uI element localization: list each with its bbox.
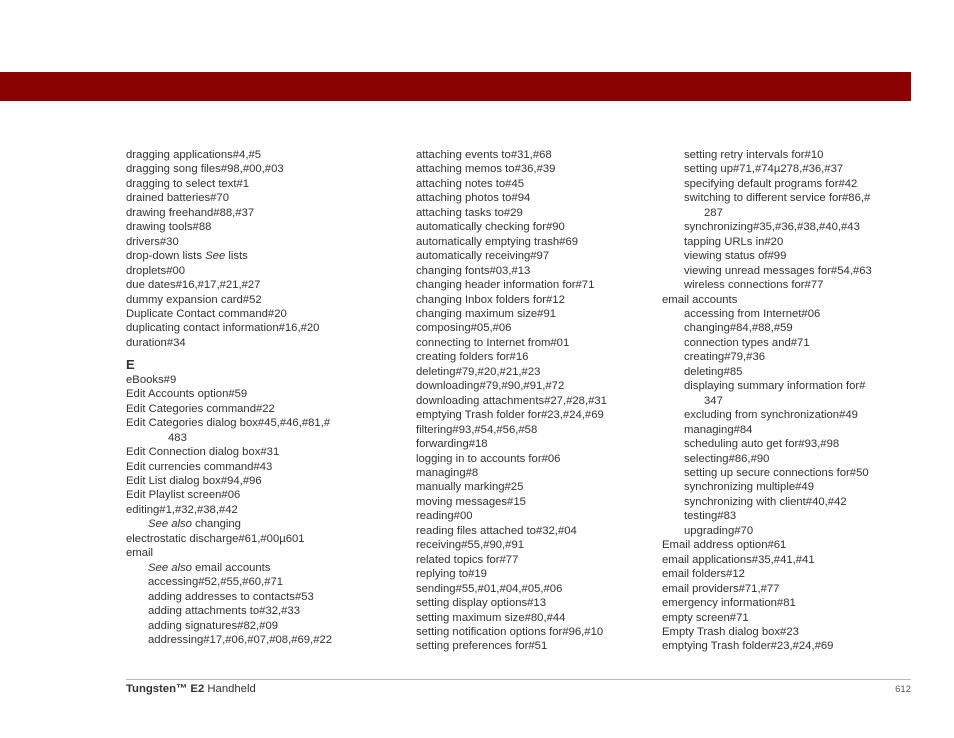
index-entry: dummy expansion card#52 bbox=[126, 293, 262, 306]
index-subentry: setting retry intervals for#10 bbox=[684, 149, 824, 161]
index-subentry: accessing#52,#55,#60,#71 bbox=[148, 576, 284, 589]
index-entry: duplicating contact information#16,#20 bbox=[126, 322, 320, 335]
footer-product: Tungsten™ E2 bbox=[126, 683, 205, 695]
index-entry: attaching memos to#36,#39 bbox=[416, 163, 556, 176]
index-column-2 bbox=[416, 148, 656, 654]
index-entry: automatically checking for#90 bbox=[416, 221, 565, 234]
index-entry-prefix: drop-down lists bbox=[126, 250, 206, 263]
index-entry: duration#34 bbox=[126, 336, 186, 349]
index-subentry: scheduling auto get for#93,#98 bbox=[684, 438, 840, 451]
index-entry: changing header information for#71 bbox=[416, 279, 595, 292]
index-entry: creating folders for#16 bbox=[416, 351, 529, 364]
index-entry: drawing freehand#88,#37 bbox=[126, 206, 255, 219]
index-entry: Edit Connection dialog box#31 bbox=[126, 446, 280, 459]
index-entry: reading#00 bbox=[416, 510, 473, 523]
index-entry: attaching events to#31,#68 bbox=[416, 149, 552, 161]
index-entry: reading files attached to#32,#04 bbox=[416, 524, 577, 537]
index-entry: due dates#16,#17,#21,#27 bbox=[126, 279, 261, 292]
index-entry: filtering#93,#54,#56,#58 bbox=[416, 423, 538, 436]
index-subentry bbox=[126, 561, 396, 575]
index-entry: changing maximum size#91 bbox=[416, 307, 557, 320]
index-subentry: synchronizing with client#40,#42 bbox=[684, 495, 847, 508]
cross-reference-target[interactable]: changing bbox=[191, 518, 241, 531]
footer-product-suffix: Handheld bbox=[204, 683, 256, 695]
index-entry: eBooks#9 bbox=[126, 373, 177, 386]
index-entry: setting notification options for#96,#10 bbox=[416, 625, 604, 638]
index-entry: managing#8 bbox=[416, 466, 479, 479]
index-entry: Empty Trash dialog box#23 bbox=[662, 625, 799, 638]
index-subentry: deleting#85 bbox=[684, 365, 743, 378]
index-entry: sending#55,#01,#04,#05,#06 bbox=[416, 582, 563, 595]
index-column-1 bbox=[126, 148, 396, 647]
index-entry: attaching photos to#94 bbox=[416, 192, 531, 205]
index-entry: email folders#12 bbox=[662, 568, 745, 581]
index-subentry: addressing#17,#06,#07,#08,#69,#22 bbox=[148, 633, 333, 646]
index-entry: forwarding#18 bbox=[416, 438, 488, 451]
index-entry: moving messages#15 bbox=[416, 495, 526, 508]
index-entry: emptying Trash folder for#23,#24,#69 bbox=[416, 409, 604, 422]
cross-reference-target[interactable]: lists bbox=[225, 250, 248, 263]
index-entry: email providers#71,#77 bbox=[662, 582, 780, 595]
index-entry: connecting to Internet from#01 bbox=[416, 336, 570, 349]
cross-reference-label: See bbox=[205, 250, 226, 263]
index-subentry: synchronizing multiple#49 bbox=[684, 481, 814, 494]
index-subentry: adding addresses to contacts#53 bbox=[148, 590, 314, 603]
index-subentry: tapping URLs in#20 bbox=[684, 235, 784, 248]
index-entry: Duplicate Contact command#20 bbox=[126, 307, 287, 320]
index-entry: setting display options#13 bbox=[416, 597, 547, 610]
index-entry: dragging applications#4,#5 bbox=[126, 149, 262, 161]
index-entry: automatically receiving#97 bbox=[416, 250, 550, 263]
index-entry: attaching notes to#45 bbox=[416, 177, 525, 190]
index-subentry: setting up#71,#74µ278,#36,#37 bbox=[684, 163, 844, 176]
index-entry: drivers#30 bbox=[126, 235, 179, 248]
index-entry: electrostatic discharge#61,#00µ601 bbox=[126, 532, 305, 545]
index-entry: receiving#55,#90,#91 bbox=[416, 539, 525, 552]
index-entry: automatically emptying trash#69 bbox=[416, 235, 579, 248]
index-entry: Edit List dialog box#94,#96 bbox=[126, 474, 262, 487]
index-entry: setting preferences for#51 bbox=[416, 640, 548, 653]
index-entry: logging in to accounts for#06 bbox=[416, 452, 561, 465]
page-number: 612 bbox=[895, 684, 911, 695]
index-entry: changing Inbox folders for#12 bbox=[416, 293, 565, 306]
index-entry: droplets#00 bbox=[126, 264, 186, 277]
index-entry: downloading#79,#90,#91,#72 bbox=[416, 380, 565, 393]
index-subentry: viewing unread messages for#54,#63 bbox=[684, 264, 872, 277]
cross-reference-label: See also bbox=[148, 518, 192, 531]
index-subentry bbox=[126, 517, 396, 531]
index-entry: Email address option#61 bbox=[662, 539, 787, 552]
index-entry: related topics for#77 bbox=[416, 553, 519, 566]
index-entry: Edit currencies command#43 bbox=[126, 460, 273, 473]
index-subentry: changing#84,#88,#59 bbox=[684, 322, 793, 335]
index-subentry: viewing status of#99 bbox=[684, 250, 787, 263]
index-entry: deleting#79,#20,#21,#23 bbox=[416, 365, 541, 378]
cross-reference-label: See also bbox=[148, 561, 192, 574]
index-subentry: upgrading#70 bbox=[684, 524, 754, 537]
index-subentry: adding signatures#82,#09 bbox=[148, 619, 279, 632]
index-entry: Edit Categories dialog box#45,#46,#81,# bbox=[126, 417, 331, 430]
index-entry: downloading attachments#27,#28,#31 bbox=[416, 394, 607, 407]
footer-divider bbox=[126, 679, 911, 680]
index-subentry: accessing from Internet#06 bbox=[684, 307, 821, 320]
index-entry: emptying Trash folder#23,#24,#69 bbox=[662, 640, 834, 653]
index-entry: editing#1,#32,#38,#42 bbox=[126, 503, 238, 516]
index-subentry: displaying summary information for# bbox=[684, 380, 866, 393]
index-subentry: managing#84 bbox=[684, 423, 753, 436]
index-entry: manually marking#25 bbox=[416, 481, 524, 494]
footer-product-name bbox=[126, 683, 256, 695]
index-entry: Edit Accounts option#59 bbox=[126, 388, 248, 401]
index-entry: dragging song files#98,#00,#03 bbox=[126, 163, 284, 176]
index-subentry: connection types and#71 bbox=[684, 336, 810, 349]
index-subentry: creating#79,#36 bbox=[684, 351, 766, 364]
index-entry: email applications#35,#41,#41 bbox=[662, 553, 815, 566]
index-entry: composing#05,#06 bbox=[416, 322, 512, 335]
index-entry: drawing tools#88 bbox=[126, 221, 212, 234]
index-entry: email bbox=[126, 547, 153, 560]
index-entry-continuation: 287 bbox=[704, 206, 723, 219]
index-entry: attaching tasks to#29 bbox=[416, 206, 523, 219]
index-subentry: specifying default programs for#42 bbox=[684, 177, 858, 190]
index-entry-continuation: 483 bbox=[168, 431, 187, 444]
index-subentry: switching to different service for#86,# bbox=[684, 192, 871, 205]
index-column-3 bbox=[662, 148, 922, 654]
index-subentry: setting up secure connections for#50 bbox=[684, 466, 869, 479]
index-subentry: excluding from synchronization#49 bbox=[684, 409, 858, 422]
index-entry: email accounts bbox=[662, 293, 738, 306]
index-entry: replying to#19 bbox=[416, 568, 487, 581]
index-entry: drained batteries#70 bbox=[126, 192, 230, 205]
section-letter: E bbox=[126, 357, 135, 373]
index-subentry: synchronizing#35,#36,#38,#40,#43 bbox=[684, 221, 860, 234]
index-subentry: selecting#86,#90 bbox=[684, 452, 770, 465]
index-entry: setting maximum size#80,#44 bbox=[416, 611, 566, 624]
index-entry: dragging to select text#1 bbox=[126, 177, 250, 190]
cross-reference-target[interactable]: email accounts bbox=[191, 561, 271, 574]
index-subentry: wireless connections for#77 bbox=[684, 279, 824, 292]
index-entry bbox=[126, 249, 396, 263]
index-subentry: testing#83 bbox=[684, 510, 737, 523]
index-entry: Edit Playlist screen#06 bbox=[126, 489, 241, 502]
header-banner bbox=[0, 72, 911, 101]
index-entry: changing fonts#03,#13 bbox=[416, 264, 531, 277]
index-entry: empty screen#71 bbox=[662, 611, 749, 624]
index-entry-continuation: 347 bbox=[704, 394, 723, 407]
index-entry: Edit Categories command#22 bbox=[126, 402, 275, 415]
index-entry: emergency information#81 bbox=[662, 597, 796, 610]
index-subentry: adding attachments to#32,#33 bbox=[148, 605, 300, 618]
